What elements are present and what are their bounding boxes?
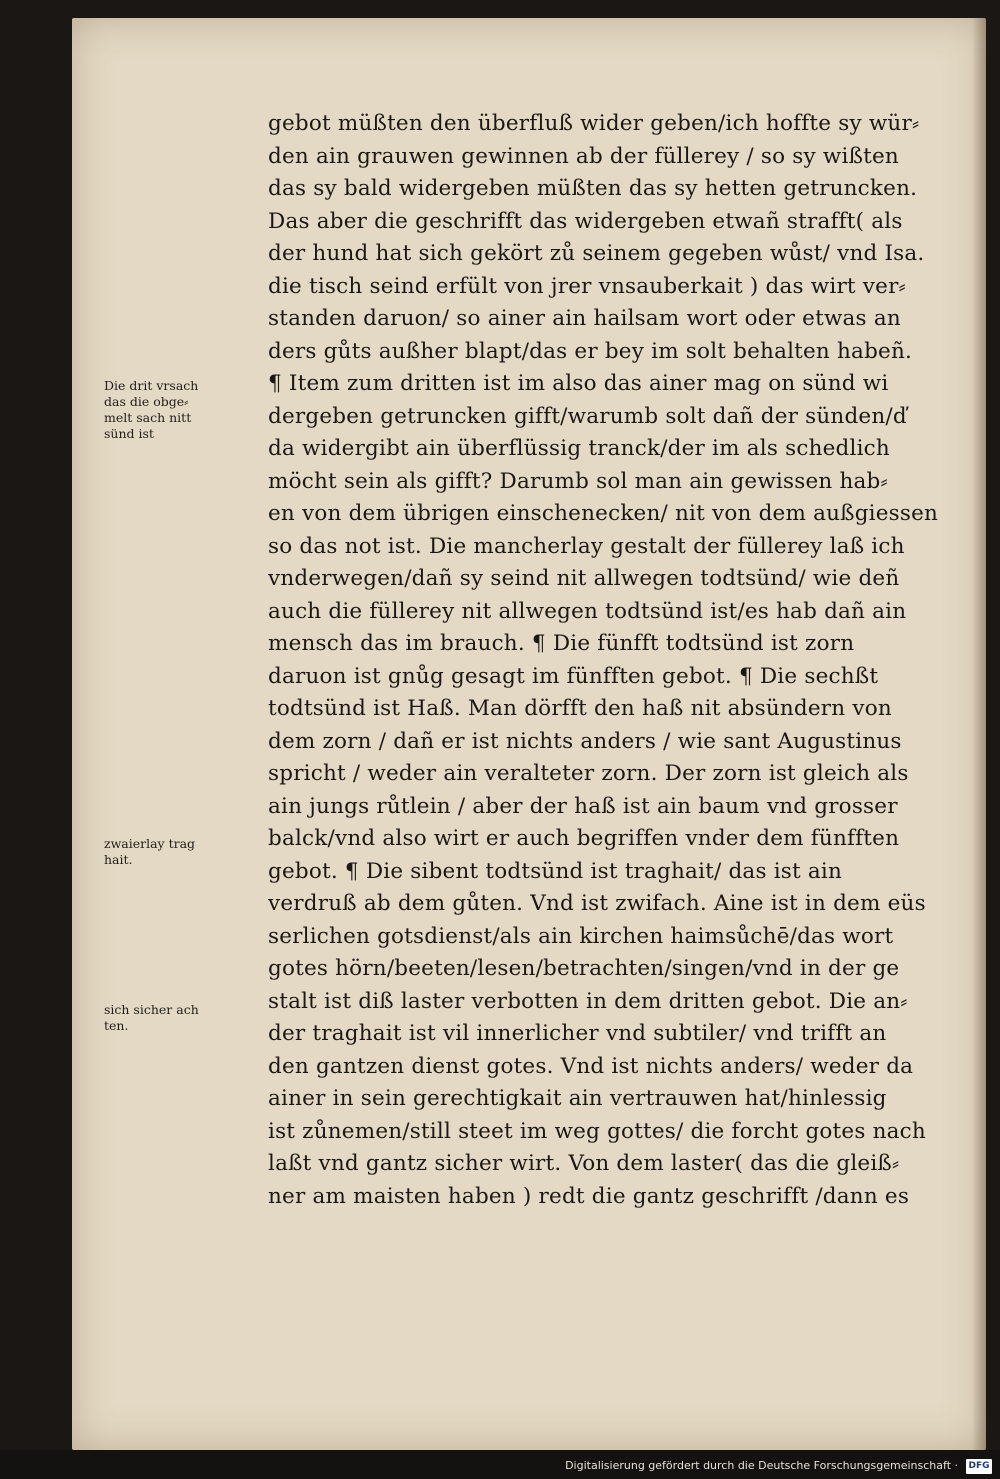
text-line: dergeben getruncken gifft/warumb solt dañ der sünden/ď — [268, 403, 907, 429]
text-line: en von dem übrigen einschenecken/ nit von dem außgiessen — [268, 501, 939, 526]
text-line: todtsünd ist Haß. Man dörfft den haß nit absündern von — [268, 696, 892, 721]
text-line: der hund hat sich gekört zů seinem gegeben wůst/ vnd Isa. — [268, 241, 925, 266]
footer-bar — [0, 1450, 1000, 1479]
text-line: die tisch seind erfült von jrer vnsauberkait ) das wirt ver⸗ — [268, 273, 906, 299]
text-line: gebot. ¶ Die sibent todtsünd ist traghait/ das ist ain — [268, 858, 843, 884]
text-line: das sy bald widergeben müßten das sy hetten getruncken. — [268, 176, 918, 201]
text-line: gebot müßten den überfluß wider geben/ich hoffte sy wür⸗ — [268, 111, 920, 136]
text-line: daruon ist gnůg gesagt im fünfften gebot. ¶ Die sechßt — [268, 663, 879, 689]
text-line: stalt ist diß laster verbotten in dem dritten gebot. Die an⸗ — [268, 988, 908, 1014]
text-line: mensch das im brauch. ¶ Die fünfft todtsünd ist zorn — [268, 631, 855, 656]
margin-note: sich sicher ach ten. — [104, 1002, 199, 1033]
text-line: ¶ Item zum dritten ist im also das ainer mag on sünd wi — [268, 371, 889, 396]
dfg-logo: DFG — [966, 1459, 992, 1474]
text-line: Das aber die geschrifft das widergeben etwañ strafft( als — [268, 208, 903, 234]
text-line: laßt vnd gantz sicher wirt. Von dem laster( das die gleiß⸗ — [268, 1151, 900, 1176]
text-line: verdruß ab dem gůten. Vnd ist zwifach. Aine ist in dem eüs — [268, 891, 926, 916]
text-line: ner am maisten haben ) redt die gantz geschrifft /dann es — [268, 1183, 910, 1209]
text-line: dem zorn / dañ er ist nichts anders / wie sant Augustinus — [268, 728, 902, 754]
text-line: balck/vnd also wirt er auch begriffen vnder dem fünfften — [268, 826, 900, 851]
text-line: möcht sein als gifft? Darumb sol man ain gewissen hab⸗ — [268, 468, 888, 494]
text-line: den gantzen dienst gotes. Vnd ist nichts anders/ weder da — [268, 1053, 914, 1079]
main-text-block — [268, 108, 968, 1213]
text-line: da widergibt ain überflüssig tranck/der im als schedlich — [268, 436, 890, 461]
margin-note: Die drit vrsach das die obge⸗ melt sach nitt sünd ist — [104, 378, 199, 441]
footer-credit: Digitalisierung gefördert durch die Deutsche Forschungsgemeinschaft · — [565, 1459, 958, 1472]
text-line: ist zůnemen/still steet im weg gottes/ die forcht gotes nach — [268, 1118, 926, 1144]
margin-note: zwaierlay trag hait. — [104, 836, 196, 867]
text-line: ders gůts außher blapt/das er bey im solt behalten habeñ. — [268, 338, 913, 364]
page-edge-shadow — [972, 18, 986, 1450]
book-page — [72, 18, 986, 1450]
text-line: ainer in sein gerechtigkait ain vertrauwen hat/hinlessig — [268, 1086, 887, 1111]
text-line: auch die füllerey nit allwegen todtsünd ist/es hab dañ ain — [268, 598, 907, 624]
text-line: den ain grauwen gewinnen ab der füllerey / so sy wißten — [268, 143, 899, 169]
text-line: vnderwegen/dañ sy seind nit allwegen todtsünd/ wie deñ — [268, 566, 900, 591]
text-line: so das not ist. Die mancherlay gestalt der füllerey laß ich — [268, 533, 905, 559]
text-line: gotes hörn/beeten/lesen/betrachten/singen/vnd in der ge — [268, 956, 900, 981]
text-line: ain jungs růtlein / aber der haß ist ain baum vnd grosser — [268, 793, 898, 819]
text-line: standen daruon/ so ainer ain hailsam wort oder etwas an — [268, 306, 901, 331]
text-line: spricht / weder ain veralteter zorn. Der zorn ist gleich als — [268, 761, 909, 786]
text-line: serlichen gotsdienst/als ain kirchen haimsůchē/das wort — [268, 923, 894, 949]
text-line: der traghait ist vil innerlicher vnd subtiler/ vnd trifft an — [268, 1021, 887, 1046]
